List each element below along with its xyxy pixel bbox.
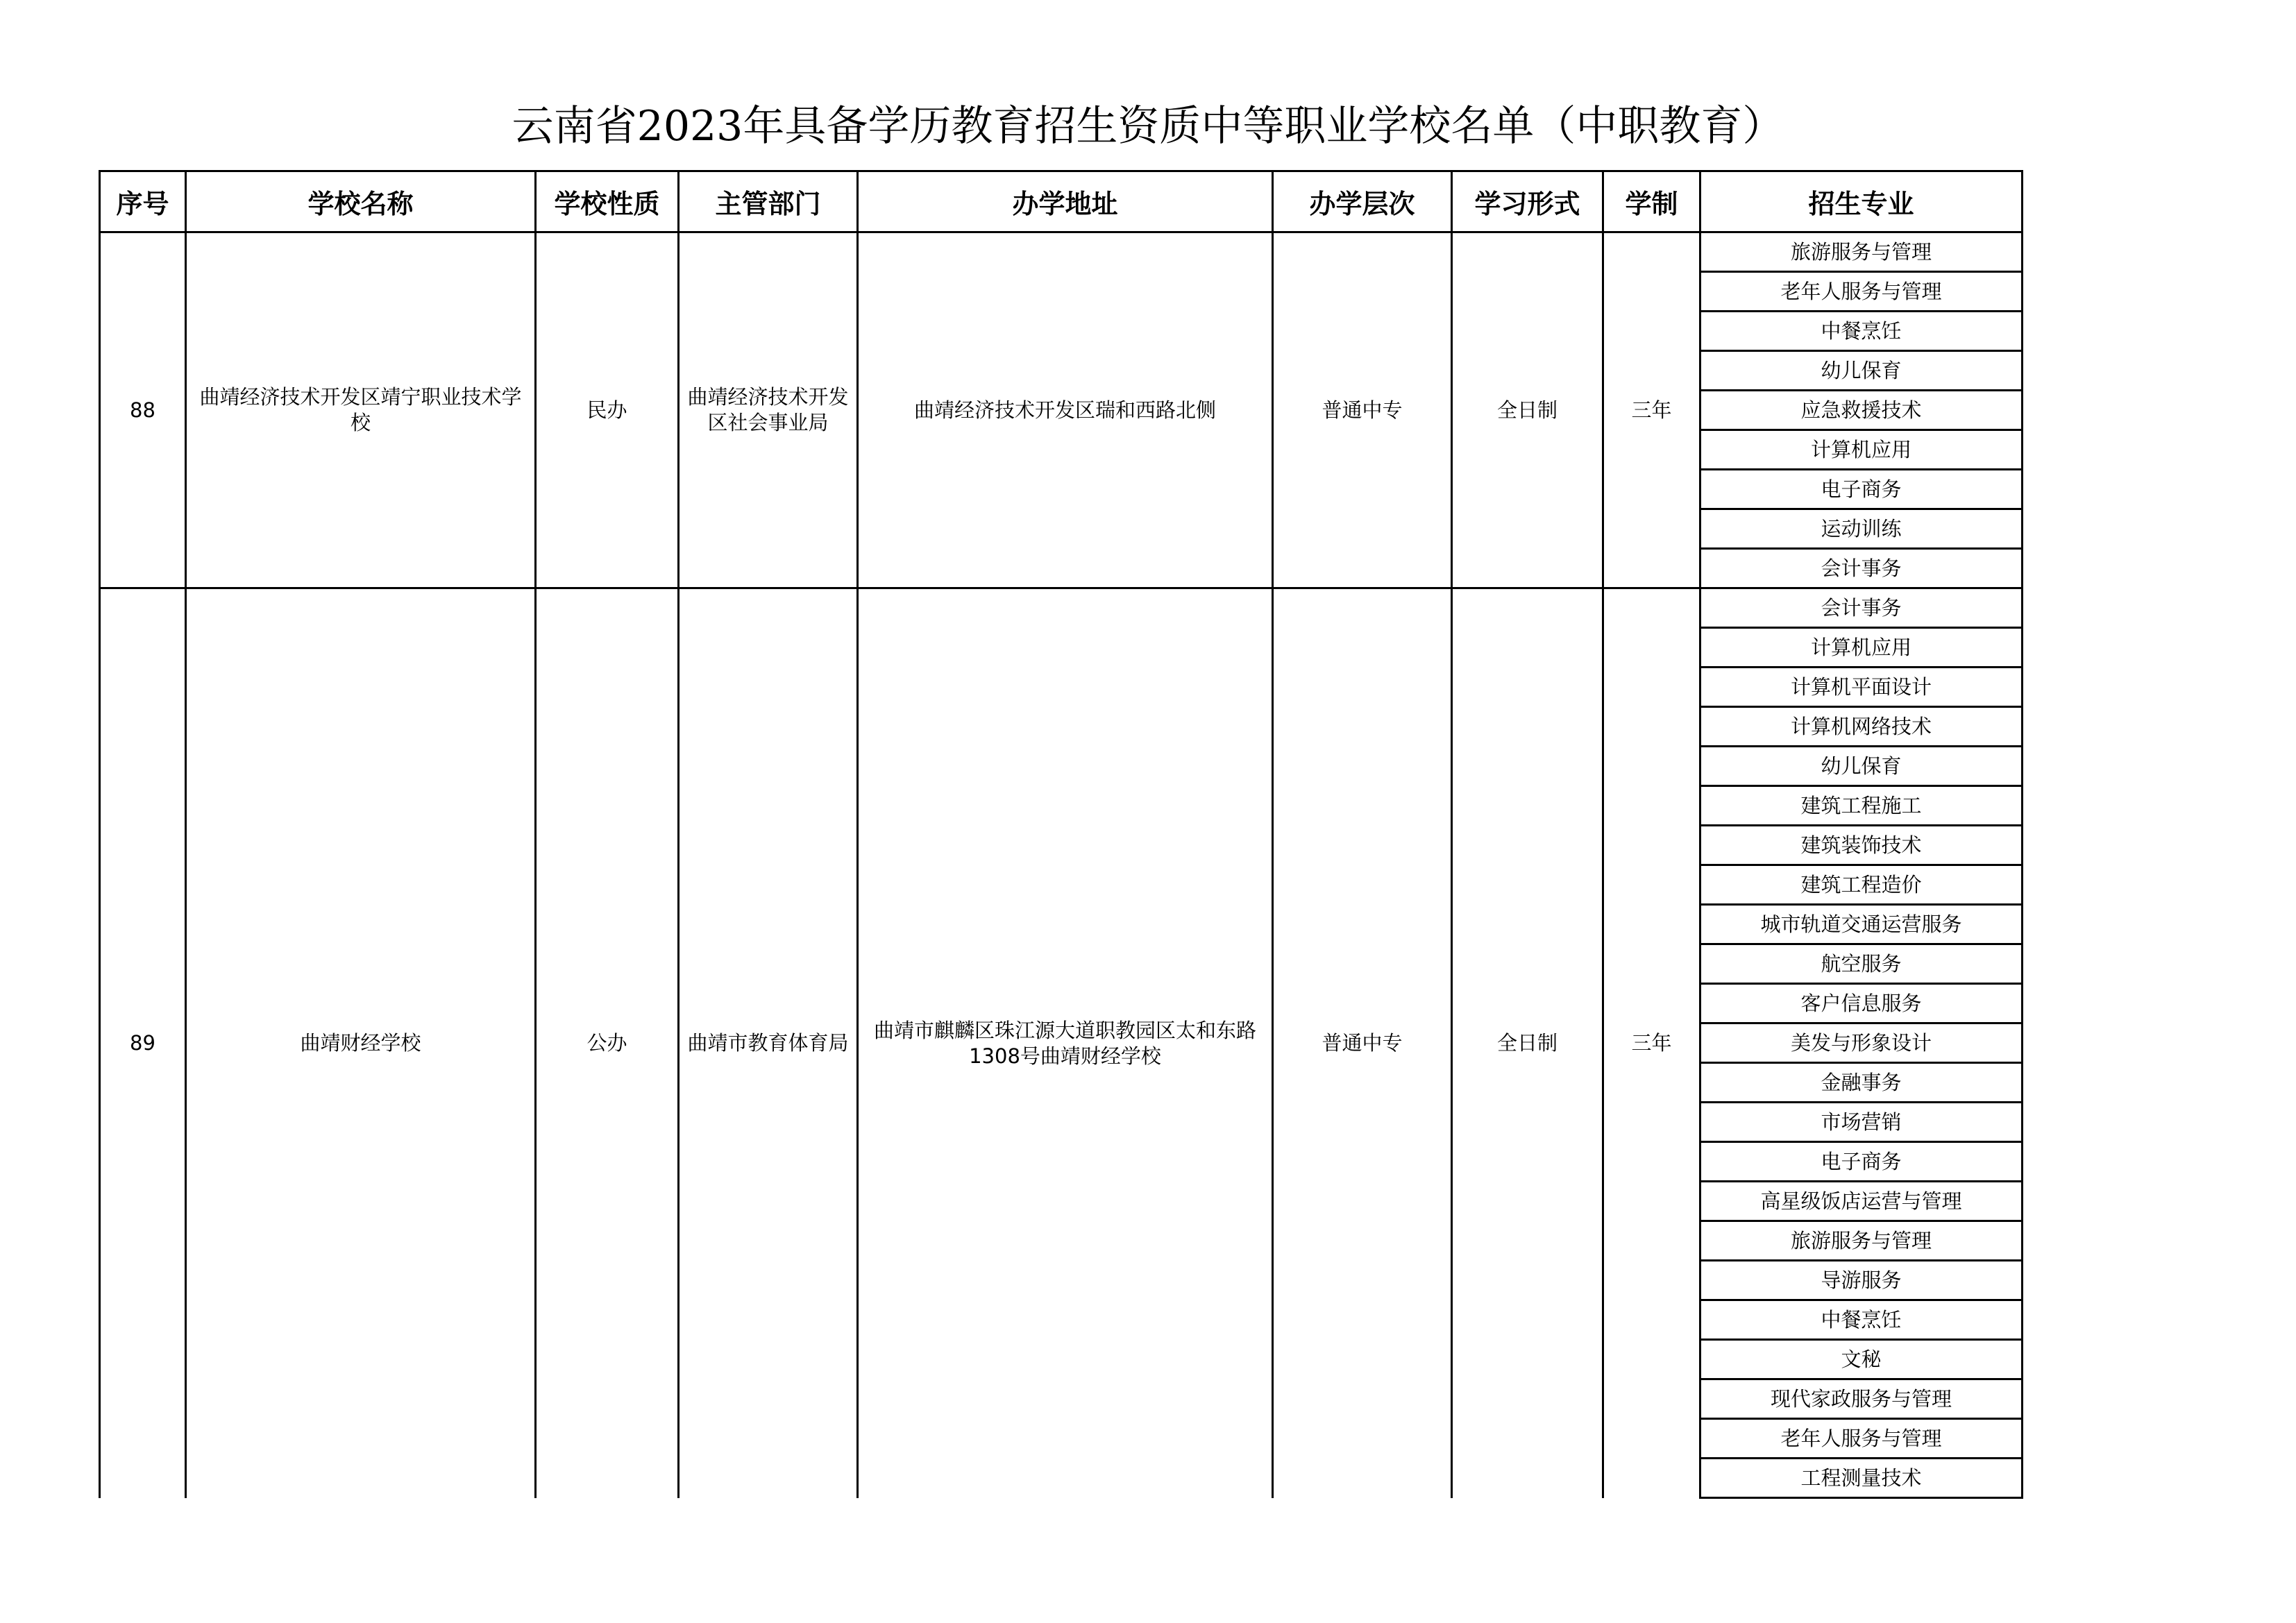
major-item: 金融事务	[1700, 1063, 2023, 1103]
header-study-form: 学习形式	[1452, 171, 1603, 232]
cell-school-name: 曲靖经济技术开发区靖宁职业技术学校	[186, 232, 536, 588]
major-item: 旅游服务与管理	[1700, 232, 2023, 272]
major-item: 航空服务	[1700, 944, 2023, 984]
major-item: 运动训练	[1700, 509, 2023, 549]
table-row	[100, 588, 2023, 628]
major-item: 现代家政服务与管理	[1700, 1379, 2023, 1419]
cell-seq: 88	[100, 232, 186, 588]
cell-school-nature: 公办	[536, 588, 679, 1498]
major-item: 建筑工程造价	[1700, 865, 2023, 905]
header-department: 主管部门	[679, 171, 858, 232]
major-item: 电子商务	[1700, 470, 2023, 509]
major-item: 会计事务	[1700, 549, 2023, 588]
major-item: 老年人服务与管理	[1700, 272, 2023, 312]
cell-duration: 三年	[1603, 588, 1700, 1498]
major-item: 建筑工程施工	[1700, 786, 2023, 826]
cell-level: 普通中专	[1273, 588, 1452, 1498]
major-item: 计算机应用	[1700, 430, 2023, 470]
cell-study-form: 全日制	[1452, 588, 1603, 1498]
major-item: 旅游服务与管理	[1700, 1221, 2023, 1261]
cell-address: 曲靖市麒麟区珠江源大道职教园区太和东路1308号曲靖财经学校	[858, 588, 1273, 1498]
table-row	[100, 232, 2023, 272]
major-item: 计算机网络技术	[1700, 707, 2023, 747]
cell-study-form: 全日制	[1452, 232, 1603, 588]
header-address: 办学地址	[858, 171, 1273, 232]
cell-department: 曲靖经济技术开发区社会事业局	[679, 232, 858, 588]
header-row	[100, 171, 2023, 232]
major-item: 幼儿保育	[1700, 747, 2023, 786]
header-school-nature: 学校性质	[536, 171, 679, 232]
major-item: 计算机平面设计	[1700, 668, 2023, 707]
cell-duration: 三年	[1603, 232, 1700, 588]
major-item: 会计事务	[1700, 588, 2023, 628]
header-level: 办学层次	[1273, 171, 1452, 232]
major-item: 导游服务	[1700, 1261, 2023, 1300]
header-majors: 招生专业	[1700, 171, 2023, 232]
major-item: 应急救援技术	[1700, 391, 2023, 430]
school-table	[99, 170, 2023, 1499]
cell-department: 曲靖市教育体育局	[679, 588, 858, 1498]
cell-school-name: 曲靖财经学校	[186, 588, 536, 1498]
cell-level: 普通中专	[1273, 232, 1452, 588]
major-item: 市场营销	[1700, 1103, 2023, 1142]
major-item: 幼儿保育	[1700, 351, 2023, 391]
cell-seq: 89	[100, 588, 186, 1498]
header-seq: 序号	[100, 171, 186, 232]
cell-school-nature: 民办	[536, 232, 679, 588]
header-duration: 学制	[1603, 171, 1700, 232]
major-item: 高星级饭店运营与管理	[1700, 1182, 2023, 1221]
school-table-container	[99, 170, 2023, 1499]
header-school-name: 学校名称	[186, 171, 536, 232]
major-item: 工程测量技术	[1700, 1459, 2023, 1498]
major-item: 中餐烹饪	[1700, 312, 2023, 351]
major-item: 建筑装饰技术	[1700, 826, 2023, 865]
major-item: 文秘	[1700, 1340, 2023, 1379]
major-item: 电子商务	[1700, 1142, 2023, 1182]
major-item: 客户信息服务	[1700, 984, 2023, 1023]
major-item: 中餐烹饪	[1700, 1300, 2023, 1340]
major-item: 老年人服务与管理	[1700, 1419, 2023, 1459]
page-title: 云南省2023年具备学历教育招生资质中等职业学校名单（中职教育）	[512, 102, 1784, 151]
cell-address: 曲靖经济技术开发区瑞和西路北侧	[858, 232, 1273, 588]
major-item: 城市轨道交通运营服务	[1700, 905, 2023, 944]
major-item: 美发与形象设计	[1700, 1023, 2023, 1063]
major-item: 计算机应用	[1700, 628, 2023, 668]
